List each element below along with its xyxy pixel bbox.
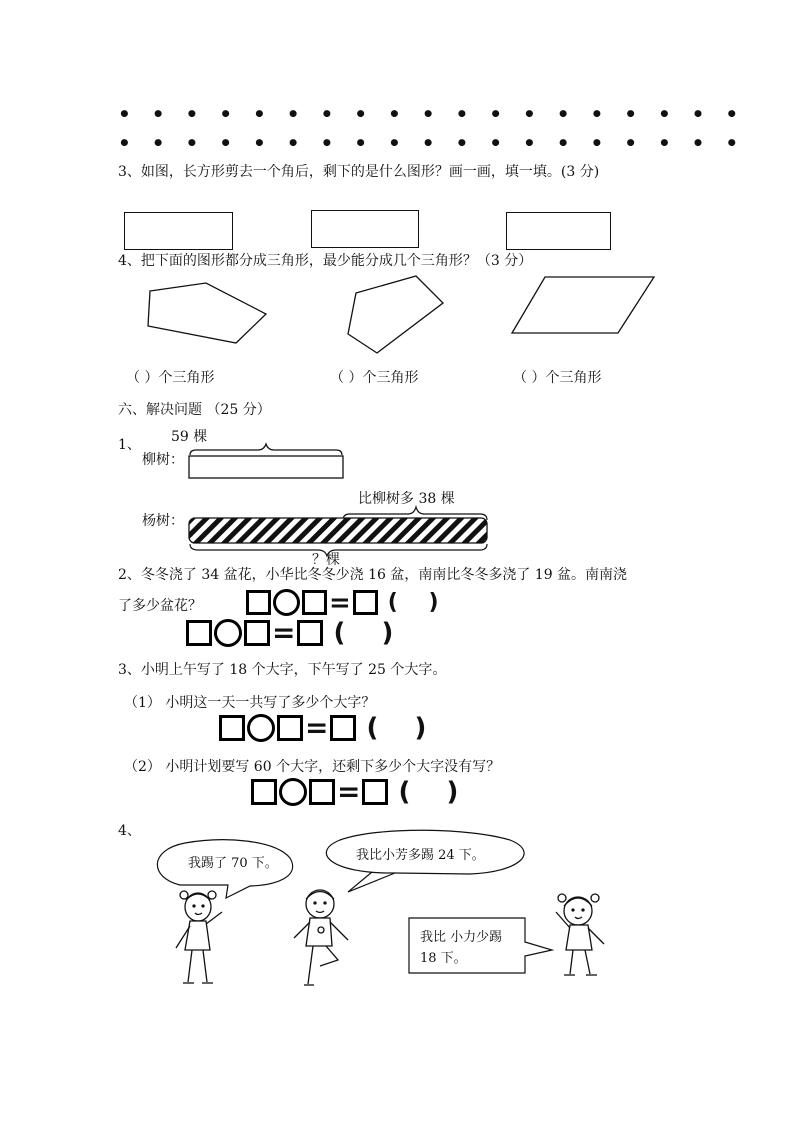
willow-label: 柳树：: [142, 452, 184, 468]
unit-parentheses[interactable]: ( ): [387, 589, 439, 615]
unit-parentheses[interactable]: ( ): [366, 713, 427, 743]
box-bubble-line2: 18 下。: [420, 951, 467, 966]
girl-standing-illustration: [556, 894, 604, 975]
boy-kicking-shuttlecock-illustration: [294, 890, 348, 985]
equals-sign: =: [329, 587, 351, 618]
section-6-title: 六、解决问题 （25 分）: [118, 402, 271, 418]
problem-3-sub2: （2） 小明计划要写 60 个大字，还剩下多少个大字没有写？: [124, 759, 501, 775]
problem-1-number: 1、: [118, 437, 141, 453]
dots-row: • • • • • • • • • • • • • • • • • • •: [118, 131, 746, 155]
bubble-1-text: 我踢了 70 下。: [188, 856, 278, 871]
equals-sign: =: [305, 711, 329, 744]
total-question-label: ？棵: [312, 552, 340, 568]
equals-sign: =: [337, 775, 361, 808]
answer-triangles-2[interactable]: （ ）个三角形: [330, 370, 419, 386]
more-than-willow-label: 比柳树多 38 棵: [358, 491, 455, 507]
problem-3: 3、小明上午写了 18 个大字，下午写了 25 个大字。: [118, 662, 447, 678]
problem-2-line2: 了多少盆花？: [118, 598, 202, 614]
unit-parentheses[interactable]: ( ): [333, 618, 394, 648]
unit-parentheses[interactable]: ( ): [398, 777, 459, 807]
equals-sign: =: [272, 616, 296, 649]
problem-4-number: 4、: [118, 823, 141, 839]
problem-2-line1: 2、冬冬浇了 34 盆花，小华比冬冬少浇 16 盆，南南比冬冬多浇了 19 盆。南南浇: [118, 567, 628, 583]
poplar-label: 杨树：: [142, 513, 184, 529]
answer-triangles-1[interactable]: （ ）个三角形: [126, 370, 215, 386]
willow-count-label: 59 棵: [171, 429, 208, 445]
bubble-2-text: 我比小芳多踢 24 下。: [356, 848, 485, 863]
question-4: 4、把下面的图形都分成三角形，最少能分成几个三角形？（3 分）: [118, 253, 533, 269]
question-3: 3、如图，长方形剪去一个角后，剩下的是什么图形？画一画，填一填。(3 分): [118, 164, 600, 180]
answer-triangles-3[interactable]: （ ）个三角形: [513, 370, 602, 386]
girl-kicking-illustration: [176, 891, 222, 983]
problem-3-sub1: （1） 小明这一天一共写了多少个大字？: [124, 695, 376, 711]
box-bubble-line1: 我比 小力少踢: [420, 930, 503, 945]
dots-row: • • • • • • • • • • • • • • • • • • •: [118, 102, 746, 126]
